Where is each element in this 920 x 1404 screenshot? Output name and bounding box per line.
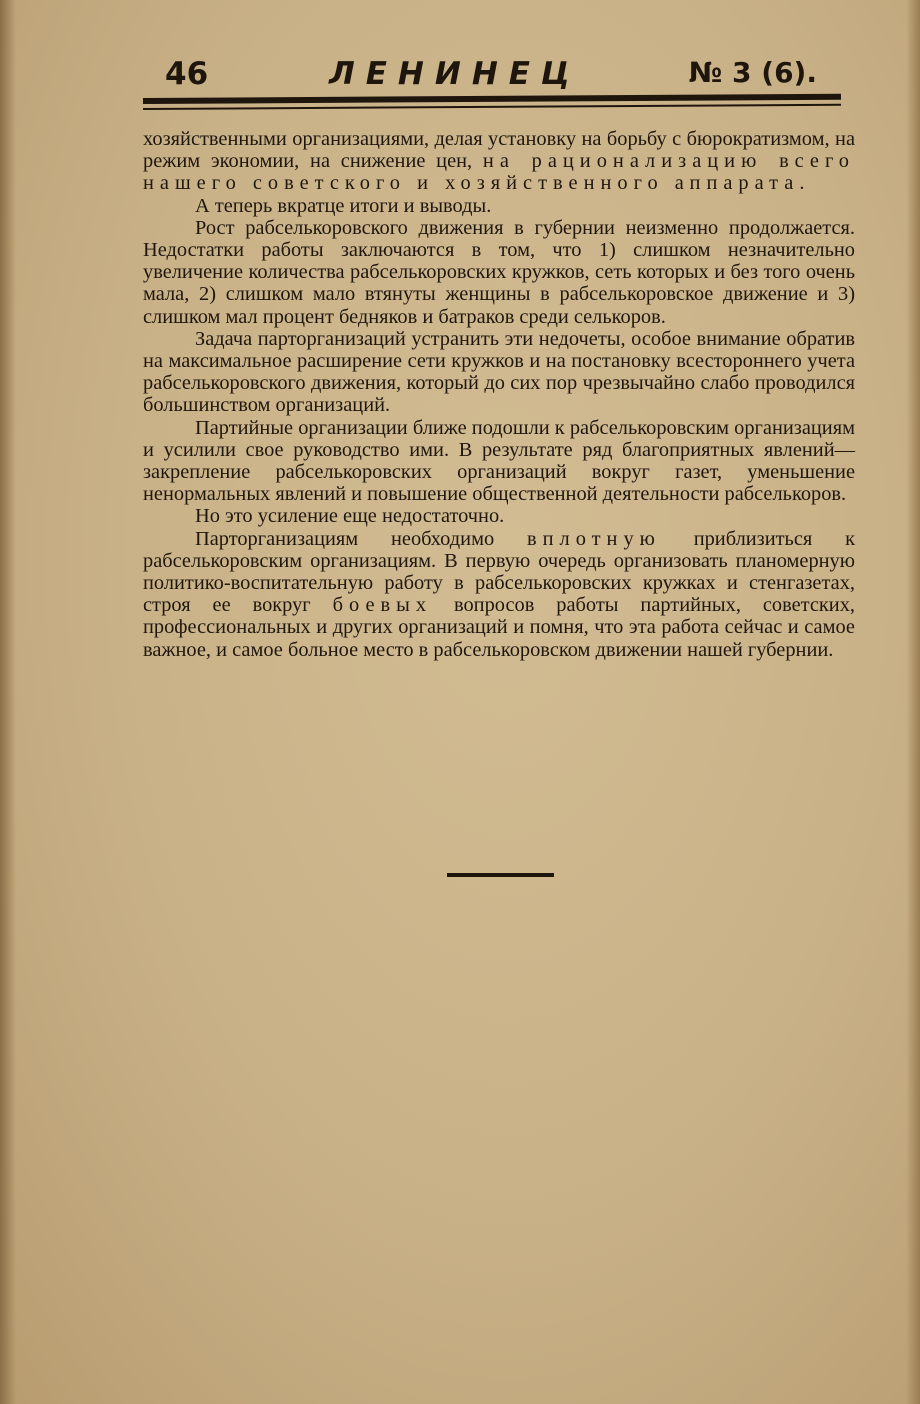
- paragraph: Рост рабселькоровского движения в губернии неизменно продолжается. Недостатки работы заключаются в том, что 1) слишком незначительно увеличение количества рабселькоровских кружков, сеть которых и без того очень мала, 2) слишком мало втянуты женщины в рабселькоровское движение и 3) слишком мал процент бедняков и батраков среди селькоров.: [143, 216, 855, 328]
- end-of-article-rule: [447, 873, 554, 877]
- article-body: [143, 128, 855, 661]
- running-header: [143, 54, 841, 98]
- paragraph: [143, 128, 855, 195]
- paragraph: Задача парторганизаций устранить эти недочеты, особое внимание обратив на максимальное расширение сети кружков и на постановку всестороннего учета рабселькоровского движения, который до сих пор чрезвычайно слабо проводился большинством организаций.: [143, 327, 855, 417]
- text-run: .: [799, 172, 805, 195]
- emphasized-text: на рационализацию всего нашего советского и хозяйственного аппарата: [143, 150, 855, 195]
- paragraph: Партийные организации ближе подошли к рабселькоровским организациям и усилили свое руководство ими. В результате ряд благоприятных явлений—закрепление рабселькоровских организаций вокруг газет, уменьшение ненормальных явлений и повышение общественной деятельности рабселькоров.: [143, 416, 855, 506]
- journal-title: ЛЕНИНЕЦ: [329, 56, 581, 92]
- text-run: Парторганизациям необходимо: [195, 527, 527, 550]
- page-edge-shadow-left: [0, 0, 16, 1404]
- text-run: хозяйственными организациями, делая установку на борьбу с бюрократизмом, на режим экономии, на снижение цен,: [143, 128, 855, 173]
- page-number: 46: [165, 56, 209, 92]
- text-run: приблизиться к рабселькоровским организациям. В первую очередь организовать планомерную политико-воспитательную работу в рабселькоровских кружках и стенгазетах, строя ее вокруг: [143, 527, 856, 617]
- paragraph: Но это усиление еще недостаточно.: [195, 505, 505, 528]
- text-run: вопросов работы партийных, советских, профессиональных и других организаций и помня, что эта работа сейчас и самое важное, и самое больное место в рабселькоровском движении нашей губернии.: [143, 594, 856, 661]
- emphasized-text: вплотную: [526, 527, 661, 550]
- paragraph: [143, 528, 855, 661]
- issue-number: № 3 (6).: [688, 56, 817, 89]
- header-rule-thin: [143, 104, 841, 110]
- page-edge-shadow-right: [906, 0, 920, 1404]
- paragraph: А теперь вкратце итоги и выводы.: [195, 194, 492, 217]
- emphasized-text: боевых: [332, 594, 433, 617]
